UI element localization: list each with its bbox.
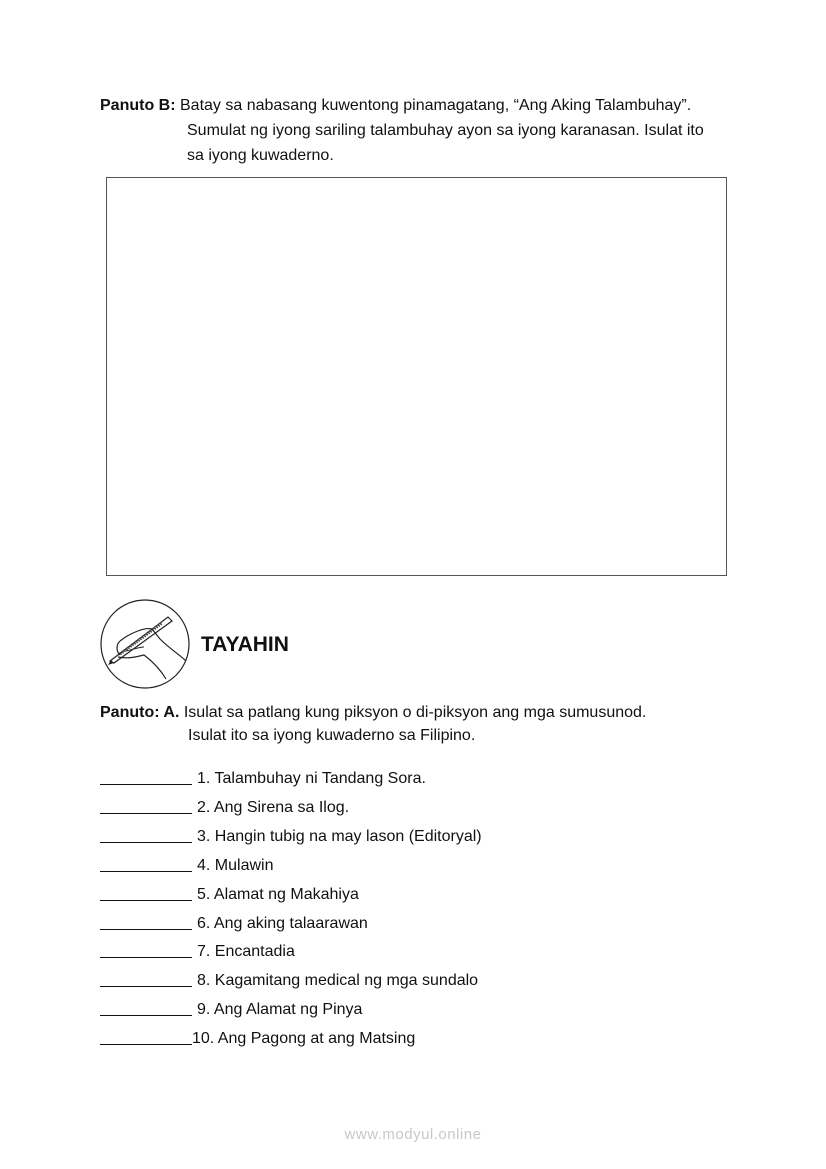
answer-box[interactable] — [106, 177, 727, 576]
item-text: 3. Hangin tubig na may lason (Editoryal) — [197, 827, 482, 845]
answer-blank[interactable] — [100, 798, 192, 814]
list-item — [100, 1029, 415, 1049]
item-text: 10. Ang Pagong at ang Matsing — [192, 1030, 416, 1048]
answer-blank[interactable] — [100, 914, 192, 930]
answer-blank[interactable] — [100, 856, 192, 872]
answer-blank[interactable] — [100, 885, 192, 901]
item-text: 2. Ang Sirena sa Ilog. — [197, 798, 350, 816]
answer-blank[interactable] — [100, 942, 192, 958]
list-item — [100, 856, 273, 876]
panuto-a-line-2: Isulat ito sa iyong kuwaderno sa Filipino. — [188, 727, 476, 744]
footer-watermark: www.modyul.online — [344, 1126, 482, 1143]
section-title: TAYAHIN — [201, 633, 289, 656]
item-text: 9. Ang Alamat ng Pinya — [197, 1001, 363, 1019]
answer-blank[interactable] — [100, 769, 192, 785]
panuto-b-text: Batay sa nabasang kuwentong pinamagatang, “Ang Aking Talambuhay”. — [180, 97, 692, 114]
list-item — [100, 971, 478, 991]
hand-writing-icon — [100, 599, 192, 691]
panuto-b-line-2: Sumulat ng iyong sariling talambuhay ayon sa iyong karanasan. Isulat ito — [187, 122, 704, 139]
list-item — [100, 914, 368, 934]
item-text: 4. Mulawin — [197, 856, 274, 874]
panuto-b-line-1 — [100, 97, 691, 115]
list-item — [100, 798, 349, 818]
answer-blank[interactable] — [100, 1000, 192, 1016]
panuto-b-label: Panuto B: — [100, 97, 176, 114]
list-item — [100, 885, 359, 905]
panuto-b-line-3: sa iyong kuwaderno. — [187, 147, 334, 164]
answer-blank[interactable] — [100, 827, 192, 843]
list-item — [100, 769, 426, 789]
item-text: 7. Encantadia — [197, 943, 295, 961]
list-item — [100, 942, 295, 962]
panuto-a-text: Isulat sa patlang kung piksyon o di-piksyon ang mga sumusunod. — [183, 704, 647, 721]
panuto-a-line-1 — [100, 704, 646, 722]
answer-blank[interactable] — [100, 971, 192, 987]
panuto-a-label: Panuto: A. — [100, 704, 180, 721]
item-text: 5. Alamat ng Makahiya — [197, 885, 359, 903]
item-text: 6. Ang aking talaarawan — [197, 914, 368, 932]
list-item — [100, 1000, 362, 1020]
list-item — [100, 827, 482, 847]
answer-blank[interactable] — [100, 1029, 192, 1045]
item-text: 8. Kagamitang medical ng mga sundalo — [197, 972, 479, 990]
item-text: 1. Talambuhay ni Tandang Sora. — [197, 770, 426, 787]
